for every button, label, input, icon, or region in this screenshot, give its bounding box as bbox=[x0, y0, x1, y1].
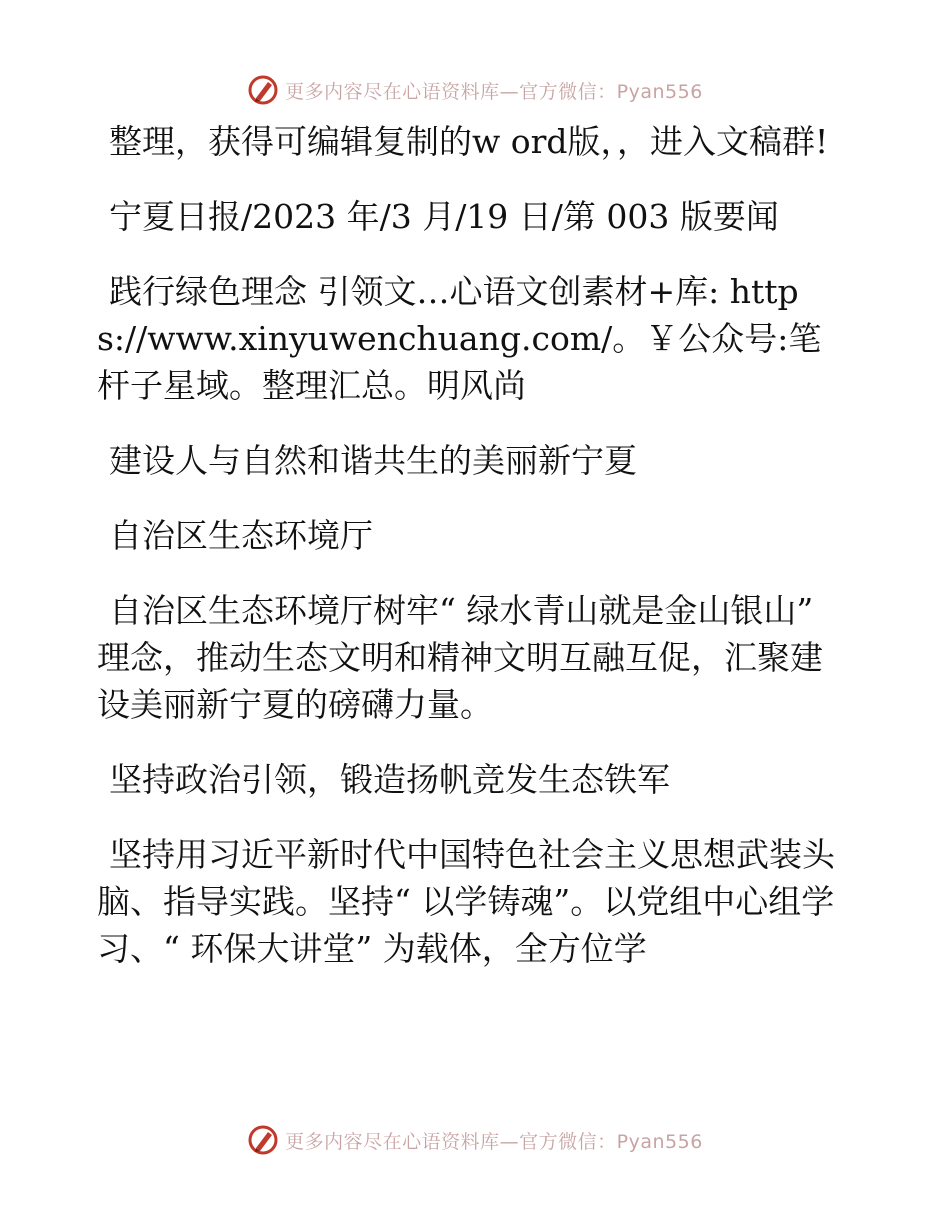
paragraph-8: 坚持用习近平新时代中国特色社会主义思想武装头脑、指导实践。坚持“ 以学铸魂”。以党组中心组学习、“ 环保大讲堂” 为载体，全方位学 bbox=[97, 835, 835, 968]
footer-banner-text: 更多内容尽在心语资料库—官方微信：Pyan556 bbox=[285, 1130, 703, 1153]
paragraph-7: 坚持政治引领，锻造扬帆竞发生态铁军 bbox=[109, 760, 670, 799]
header-banner-text: 更多内容尽在心语资料库—官方微信：Pyan556 bbox=[285, 80, 703, 103]
paragraph-1: 整理，获得可编辑复制的w ord版，，进入文稿群! bbox=[109, 122, 829, 161]
footer-banner bbox=[0, 1120, 950, 1160]
pen-circle-logo-icon bbox=[247, 74, 279, 106]
document-body bbox=[97, 118, 837, 1000]
paragraph-2: 宁夏日报/2023 年/3 月/19 日/第 003 版要闻 bbox=[109, 197, 779, 236]
paragraph-3: 践行绿色理念 引领文…心语文创素材+库: https://www.xinyuwenchuang.com/。￥公众号:笔杆子星域。整理汇总。明风尚 bbox=[97, 272, 822, 405]
paragraph-6: 自治区生态环境厅树牢“ 绿水青山就是金山银山” 理念，推动生态文明和精神文明互融互促，汇聚建设美丽新宁夏的磅礴力量。 bbox=[97, 591, 823, 724]
header-banner bbox=[0, 70, 950, 110]
paragraph-5: 自治区生态环境厅 bbox=[109, 516, 373, 555]
paragraph-4: 建设人与自然和谐共生的美丽新宁夏 bbox=[109, 441, 637, 480]
pen-circle-logo-icon bbox=[247, 1124, 279, 1156]
